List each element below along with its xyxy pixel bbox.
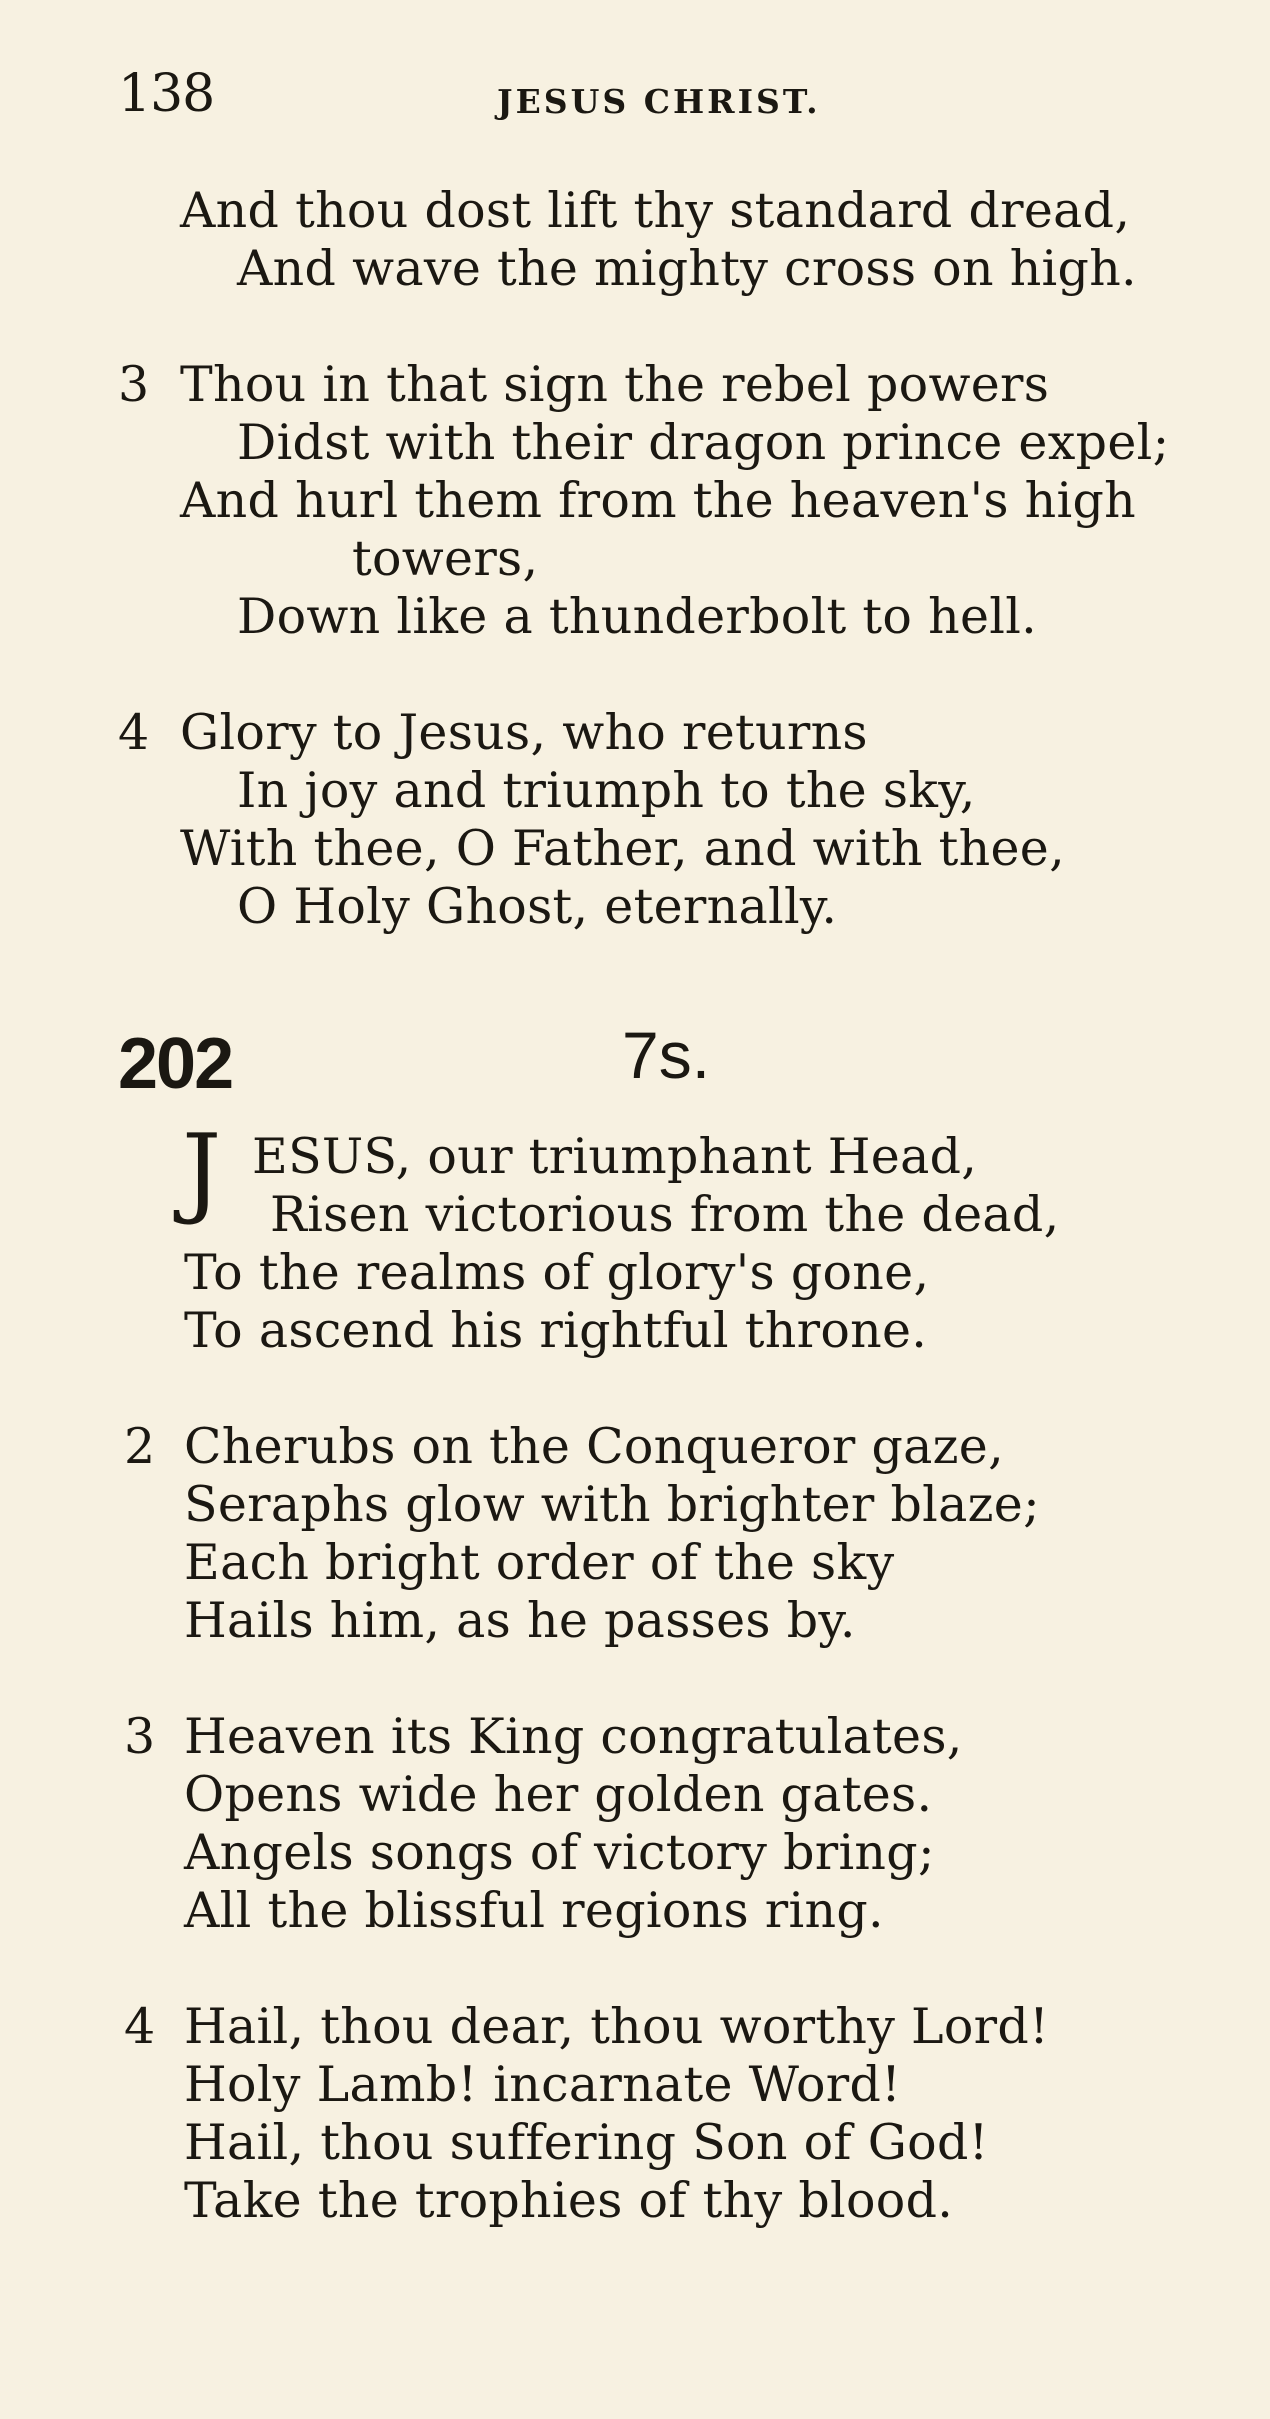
hymn-202-line-1: ESUS, our triumphant Head, [252,1128,978,1185]
hymn-meter: 7s. [622,1018,711,1092]
page-number: 138 [118,64,215,124]
hymn-202-s4-line-2: Holy Lamb! incarnate Word! [184,2056,902,2113]
continued-line-2: And wave the mighty cross on high. [237,240,1137,297]
stanza-4-line-4: O Holy Ghost, eternally. [237,878,838,935]
stanza-number: 4 [118,704,150,761]
stanza-3-line-3: And hurl them from the heaven's high [180,472,1137,529]
hymn-number: 202 [118,1024,233,1104]
hymn-202-s2-line-3: Each bright order of the sky [184,1534,895,1591]
stanza-4-line-1: Glory to Jesus, who returns [180,704,868,761]
hymn-202-line-2: Risen victorious from the dead, [270,1186,1060,1243]
hymn-202-s2-line-4: Hails him, as he passes by. [184,1592,856,1649]
hymn-202-s2-line-1: Cherubs on the Conqueror gaze, [184,1418,1004,1475]
stanza-number: 3 [118,356,150,413]
stanza-3-line-2: Didst with their dragon prince expel; [237,414,1170,471]
hymn-202-s4-line-1: Hail, thou dear, thou worthy Lord! [184,1998,1050,2055]
hymn-202-s3-line-3: Angels songs of victory bring; [184,1824,935,1881]
stanza-3-line-1: Thou in that sign the rebel powers [180,356,1050,413]
hymn-202-s3-line-4: All the blissful regions ring. [184,1882,884,1939]
stanza-3-line-4: towers, [352,530,539,587]
stanza-3-line-5: Down like a thunderbolt to hell. [237,588,1038,645]
drop-cap: J [182,1114,222,1228]
stanza-4-line-2: In joy and triumph to the sky, [237,762,976,819]
hymn-202-s4-line-4: Take the trophies of thy blood. [184,2172,954,2229]
hymn-202-s3-line-1: Heaven its King congratulates, [184,1708,963,1765]
hymn-202-s3-line-2: Opens wide her golden gates. [184,1766,933,1823]
hymn-202-s4-line-3: Hail, thou suffering Son of God! [184,2114,989,2171]
hymn-202-line-3: To the realms of glory's gone, [184,1244,930,1301]
hymn-202-s2-line-2: Seraphs glow with brighter blaze; [184,1476,1040,1533]
stanza-number: 4 [124,1998,156,2055]
stanza-4-line-3: With thee, O Father, and with thee, [180,820,1065,877]
continued-line-1: And thou dost lift thy standard dread, [180,182,1131,239]
hymn-202-line-4: To ascend his rightful throne. [184,1302,928,1359]
stanza-number: 2 [124,1418,156,1475]
stanza-number: 3 [124,1708,156,1765]
running-title: JESUS CHRIST. [497,82,821,121]
